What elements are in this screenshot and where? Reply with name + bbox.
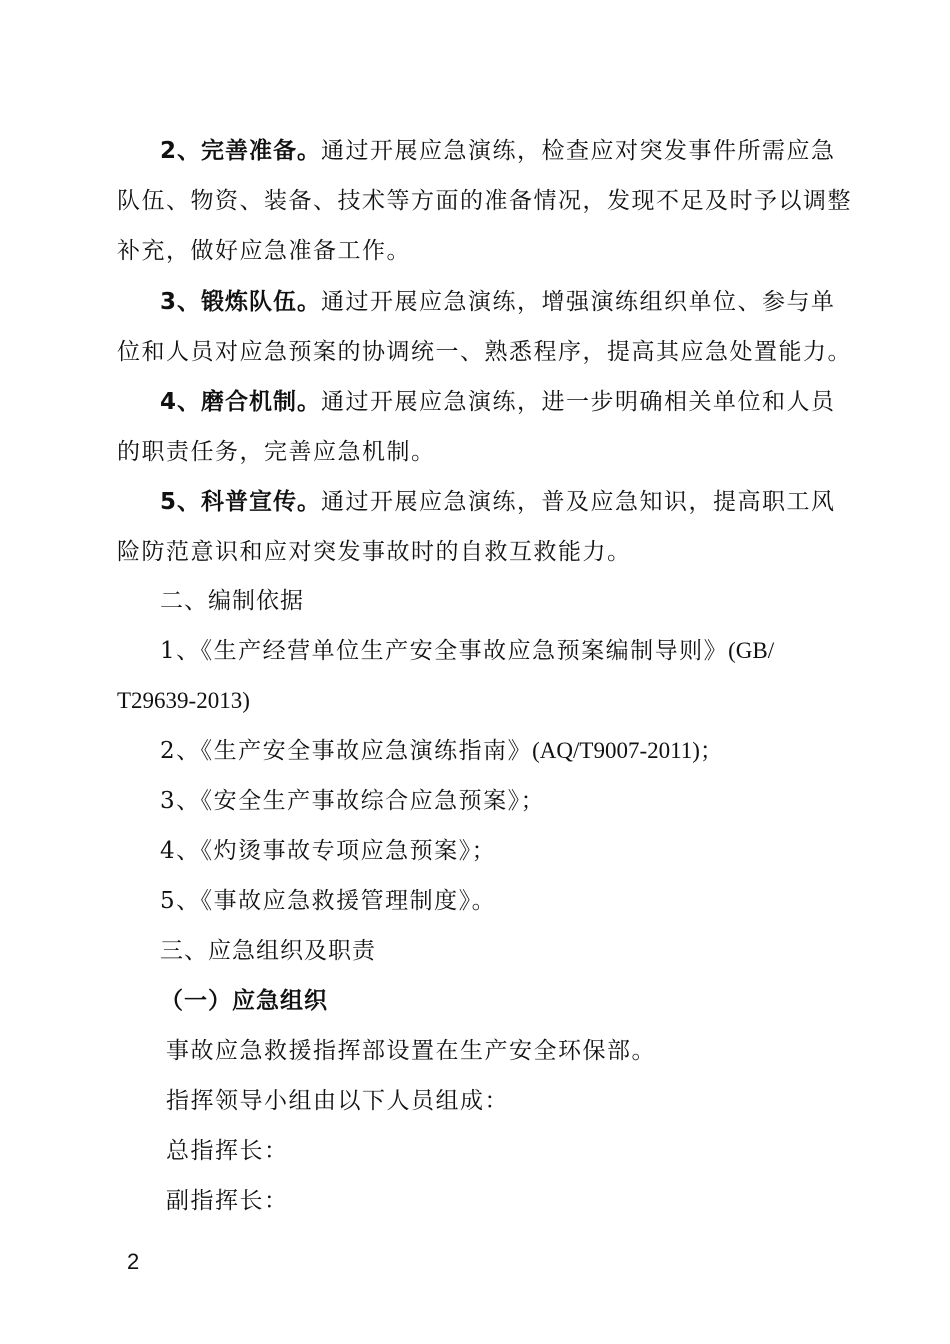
- item-text: 通过开展应急演练，检查应对突发事件所需应急: [321, 138, 836, 164]
- paragraph-line: 队伍、物资、装备、技术等方面的准备情况，发现不足及时予以调整: [117, 188, 852, 214]
- item-text: 通过开展应急演练，进一步明确相关单位和人员: [321, 389, 836, 415]
- paragraph-line: [160, 136, 880, 166]
- paragraph-line: 位和人员对应急预案的协调统一、熟悉程序，提高其应急处置能力。: [117, 339, 852, 365]
- item-title: 4、磨合机制。: [160, 389, 322, 415]
- paragraph-line: [160, 387, 880, 417]
- paragraph-line: 事故应急救援指挥部设置在生产安全环保部。: [166, 1038, 656, 1064]
- paragraph-line: 的职责任务，完善应急机制。: [117, 439, 436, 465]
- item-title: 2、完善准备。: [160, 138, 322, 164]
- list-item-text: 2、《生产安全事故应急演练指南》: [160, 738, 533, 764]
- list-item: 3、《安全生产事故综合应急预案》；: [160, 788, 546, 814]
- item-title: 5、科普宣传。: [160, 489, 322, 515]
- list-item: [160, 636, 880, 666]
- paragraph-line: 补充，做好应急准备工作。: [117, 238, 411, 264]
- section-heading: 二、编制依据: [160, 588, 304, 614]
- list-item-continuation: T29639-2013): [117, 688, 250, 713]
- section-heading: 三、应急组织及职责: [160, 938, 376, 964]
- paragraph-line: [160, 487, 880, 517]
- list-item: [160, 736, 880, 766]
- list-item: 5、《事故应急救援管理制度》。: [160, 888, 497, 914]
- page-number: 2: [127, 1249, 140, 1274]
- list-item-code: (GB/: [728, 638, 775, 663]
- paragraph-line: 险防范意识和应对突发事故时的自救互救能力。: [117, 539, 632, 565]
- paragraph-line: 副指挥长：: [166, 1188, 289, 1214]
- list-item-text: 1、《生产经营单位生产安全事故应急预案编制导则》: [160, 638, 729, 664]
- paragraph-line: [160, 287, 880, 317]
- item-title: 3、锻炼队伍。: [160, 289, 322, 315]
- paragraph-line: 指挥领导小组由以下人员组成：: [166, 1088, 509, 1114]
- item-text: 通过开展应急演练，普及应急知识，提高职工风: [321, 489, 836, 515]
- paragraph-line: 总指挥长：: [166, 1138, 289, 1164]
- list-item: 4、《灼烫事故专项应急预案》；: [160, 838, 497, 864]
- list-item-code: (AQ/T9007-2011)；: [532, 738, 723, 763]
- subsection-heading: （一）应急组织: [160, 988, 328, 1014]
- item-text: 通过开展应急演练，增强演练组织单位、参与单: [321, 289, 836, 315]
